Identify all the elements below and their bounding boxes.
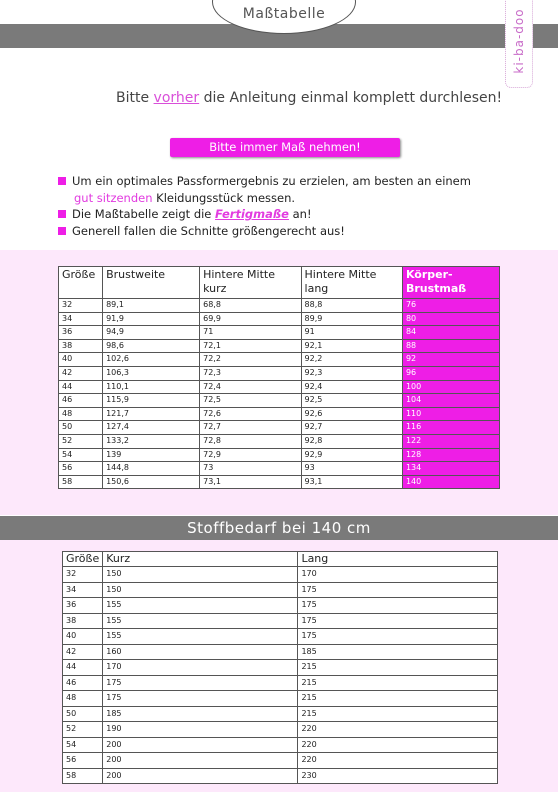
header-line: Brustweite	[106, 268, 166, 281]
fabric-table-header-cell: Größe	[63, 552, 103, 567]
table-row	[59, 366, 500, 380]
table-cell: 56	[59, 462, 103, 476]
bullet-1-text: Um ein optimales Passformergebnis zu erzielen, am besten an einem	[72, 174, 471, 188]
table-cell: 91,9	[103, 312, 200, 326]
table-cell: 36	[63, 598, 103, 614]
size-table-body	[59, 299, 500, 489]
table-cell: 92,8	[301, 434, 402, 448]
table-row	[63, 629, 498, 645]
table-cell: 215	[298, 675, 498, 691]
table-cell: 185	[103, 706, 298, 722]
table-cell: 34	[63, 582, 103, 598]
table-cell: 94,9	[103, 326, 200, 340]
table-cell: 96	[402, 366, 499, 380]
header-line: Größe	[62, 268, 96, 281]
bullet-2-post: an!	[288, 207, 312, 221]
table-cell: 133,2	[103, 434, 200, 448]
table-cell: 128	[402, 448, 499, 462]
fabric-table-header-cell: Kurz	[103, 552, 298, 567]
table-cell: 69,9	[200, 312, 301, 326]
bullet-item-2	[58, 206, 471, 223]
table-cell: 144,8	[103, 462, 200, 476]
table-cell: 92,2	[301, 353, 402, 367]
table-cell: 52	[59, 434, 103, 448]
measure-reminder-button: Bitte immer Maß nehmen!	[170, 138, 400, 157]
table-row	[63, 644, 498, 660]
table-cell: 115,9	[103, 394, 200, 408]
table-cell: 44	[63, 660, 103, 676]
table-row	[63, 691, 498, 707]
table-row	[63, 567, 498, 583]
table-cell: 127,4	[103, 421, 200, 435]
table-row	[63, 706, 498, 722]
table-cell: 42	[63, 644, 103, 660]
size-table	[58, 266, 500, 489]
bullet-3-text: Generell fallen die Schnitte größengerecht aus!	[72, 223, 345, 238]
table-row	[63, 768, 498, 784]
table-cell: 175	[103, 691, 298, 707]
table-cell: 110,1	[103, 380, 200, 394]
table-row	[63, 598, 498, 614]
table-cell: 32	[59, 299, 103, 313]
table-cell: 72,1	[200, 339, 301, 353]
table-cell: 160	[103, 644, 298, 660]
table-cell: 72,3	[200, 366, 301, 380]
table-cell: 89,9	[301, 312, 402, 326]
table-cell: 102,6	[103, 353, 200, 367]
table-cell: 93	[301, 462, 402, 476]
intro-post: die Anleitung einmal komplett durchlesen!	[199, 90, 503, 106]
header-line: Brustmaß	[405, 282, 467, 295]
header-line: Hintere Mitte	[203, 268, 275, 281]
table-cell: 92,9	[301, 448, 402, 462]
table-cell: 88,8	[301, 299, 402, 313]
header-line: Hintere Mitte	[304, 268, 377, 281]
page-title: Maßtabelle	[242, 6, 326, 22]
table-cell: 175	[298, 629, 498, 645]
table-cell: 89,1	[103, 299, 200, 313]
size-table-header-cell	[200, 267, 301, 299]
bullet-square-icon	[58, 210, 66, 218]
table-cell: 155	[103, 629, 298, 645]
table-cell: 72,4	[200, 380, 301, 394]
intro-underlined: vorher	[153, 90, 200, 106]
bullet-2-pre: Die Maßtabelle zeigt die	[72, 207, 216, 221]
table-cell: 185	[298, 644, 498, 660]
table-cell: 155	[103, 613, 298, 629]
bullet-square-icon	[58, 227, 66, 235]
table-cell: 220	[298, 737, 498, 753]
table-cell: 116	[402, 421, 499, 435]
table-row	[63, 737, 498, 753]
table-cell: 175	[298, 598, 498, 614]
table-row	[63, 660, 498, 676]
table-cell: 72,9	[200, 448, 301, 462]
fabric-table	[62, 551, 498, 784]
table-cell: 32	[63, 567, 103, 583]
bullet-item-1	[58, 173, 471, 190]
table-cell: 92	[402, 353, 499, 367]
table-cell: 155	[103, 598, 298, 614]
bullet-square-icon	[58, 177, 66, 185]
bullet-list	[58, 173, 471, 239]
table-cell: 150,6	[103, 475, 200, 489]
size-table-header-cell	[59, 267, 103, 299]
table-cell: 44	[59, 380, 103, 394]
table-cell: 110	[402, 407, 499, 421]
intro-text	[116, 90, 502, 106]
table-cell: 91	[301, 326, 402, 340]
size-table-header-cell	[103, 267, 200, 299]
table-cell: 92,4	[301, 380, 402, 394]
size-table-header	[59, 267, 500, 299]
table-row	[63, 613, 498, 629]
table-row	[59, 407, 500, 421]
table-cell: 42	[59, 366, 103, 380]
table-cell: 92,1	[301, 339, 402, 353]
table-row	[59, 448, 500, 462]
fabric-table-header-cell: Lang	[298, 552, 498, 567]
table-cell: 170	[298, 567, 498, 583]
table-row	[59, 462, 500, 476]
table-cell: 230	[298, 768, 498, 784]
table-row	[63, 753, 498, 769]
bullet-item-1-cont	[58, 190, 471, 207]
table-cell: 140	[402, 475, 499, 489]
table-cell: 56	[63, 753, 103, 769]
table-cell: 58	[63, 768, 103, 784]
table-cell: 200	[103, 753, 298, 769]
table-cell: 139	[103, 448, 200, 462]
fabric-section-title: Stoffbedarf bei 140 cm	[0, 516, 558, 541]
brand-text: ki-ba-doo	[512, 8, 526, 74]
table-cell: 93,1	[301, 475, 402, 489]
table-cell: 190	[103, 722, 298, 738]
table-cell: 73	[200, 462, 301, 476]
table-cell: 175	[298, 613, 498, 629]
table-cell: 46	[59, 394, 103, 408]
bullet-1-highlight: gut sitzenden	[74, 190, 153, 205]
table-cell: 54	[59, 448, 103, 462]
table-row	[59, 475, 500, 489]
table-cell: 220	[298, 753, 498, 769]
table-row	[59, 421, 500, 435]
table-cell: 215	[298, 660, 498, 676]
brand-logo	[505, 0, 533, 88]
size-table-header-cell	[301, 267, 402, 299]
table-cell: 72,5	[200, 394, 301, 408]
table-row	[63, 722, 498, 738]
table-cell: 200	[103, 768, 298, 784]
table-row	[63, 675, 498, 691]
table-cell: 106,3	[103, 366, 200, 380]
table-cell: 150	[103, 567, 298, 583]
table-cell: 71	[200, 326, 301, 340]
table-cell: 36	[59, 326, 103, 340]
table-cell: 200	[103, 737, 298, 753]
table-cell: 54	[63, 737, 103, 753]
table-cell: 72,2	[200, 353, 301, 367]
table-row	[59, 394, 500, 408]
table-cell: 84	[402, 326, 499, 340]
table-cell: 68,8	[200, 299, 301, 313]
table-cell: 104	[402, 394, 499, 408]
table-cell: 40	[59, 353, 103, 367]
table-row	[59, 299, 500, 313]
table-cell: 175	[298, 582, 498, 598]
table-cell: 72,8	[200, 434, 301, 448]
size-table-header-cell	[402, 267, 499, 299]
table-row	[63, 582, 498, 598]
header-line: Körper-	[405, 268, 453, 281]
table-row	[59, 353, 500, 367]
table-cell: 40	[63, 629, 103, 645]
bullet-item-3	[58, 223, 471, 240]
table-cell: 50	[63, 706, 103, 722]
table-row	[59, 326, 500, 340]
table-cell: 220	[298, 722, 498, 738]
fabric-table-header	[63, 552, 498, 567]
table-row	[59, 380, 500, 394]
table-row	[59, 434, 500, 448]
table-cell: 38	[59, 339, 103, 353]
table-cell: 92,7	[301, 421, 402, 435]
table-cell: 100	[402, 380, 499, 394]
table-cell: 48	[59, 407, 103, 421]
table-cell: 175	[103, 675, 298, 691]
table-cell: 48	[63, 691, 103, 707]
table-row	[59, 312, 500, 326]
table-cell: 50	[59, 421, 103, 435]
table-cell: 72,7	[200, 421, 301, 435]
bullet-2-emphasis: Fertigmaße	[215, 207, 289, 221]
table-cell: 80	[402, 312, 499, 326]
table-cell: 150	[103, 582, 298, 598]
bullet-1-rest: Kleidungsstück messen.	[152, 190, 296, 205]
table-cell: 46	[63, 675, 103, 691]
table-cell: 170	[103, 660, 298, 676]
table-cell: 121,7	[103, 407, 200, 421]
table-cell: 122	[402, 434, 499, 448]
table-cell: 92,3	[301, 366, 402, 380]
table-row	[59, 339, 500, 353]
table-cell: 58	[59, 475, 103, 489]
table-cell: 52	[63, 722, 103, 738]
table-cell: 98,6	[103, 339, 200, 353]
table-cell: 134	[402, 462, 499, 476]
table-cell: 92,6	[301, 407, 402, 421]
table-cell: 34	[59, 312, 103, 326]
fabric-table-body	[63, 567, 498, 784]
table-cell: 92,5	[301, 394, 402, 408]
table-cell: 88	[402, 339, 499, 353]
header-line: lang	[304, 282, 329, 295]
table-cell: 76	[402, 299, 499, 313]
table-cell: 215	[298, 691, 498, 707]
table-cell: 38	[63, 613, 103, 629]
table-cell: 73,1	[200, 475, 301, 489]
header-line: kurz	[203, 282, 227, 295]
table-cell: 215	[298, 706, 498, 722]
table-cell: 72,6	[200, 407, 301, 421]
intro-pre: Bitte	[116, 90, 154, 106]
